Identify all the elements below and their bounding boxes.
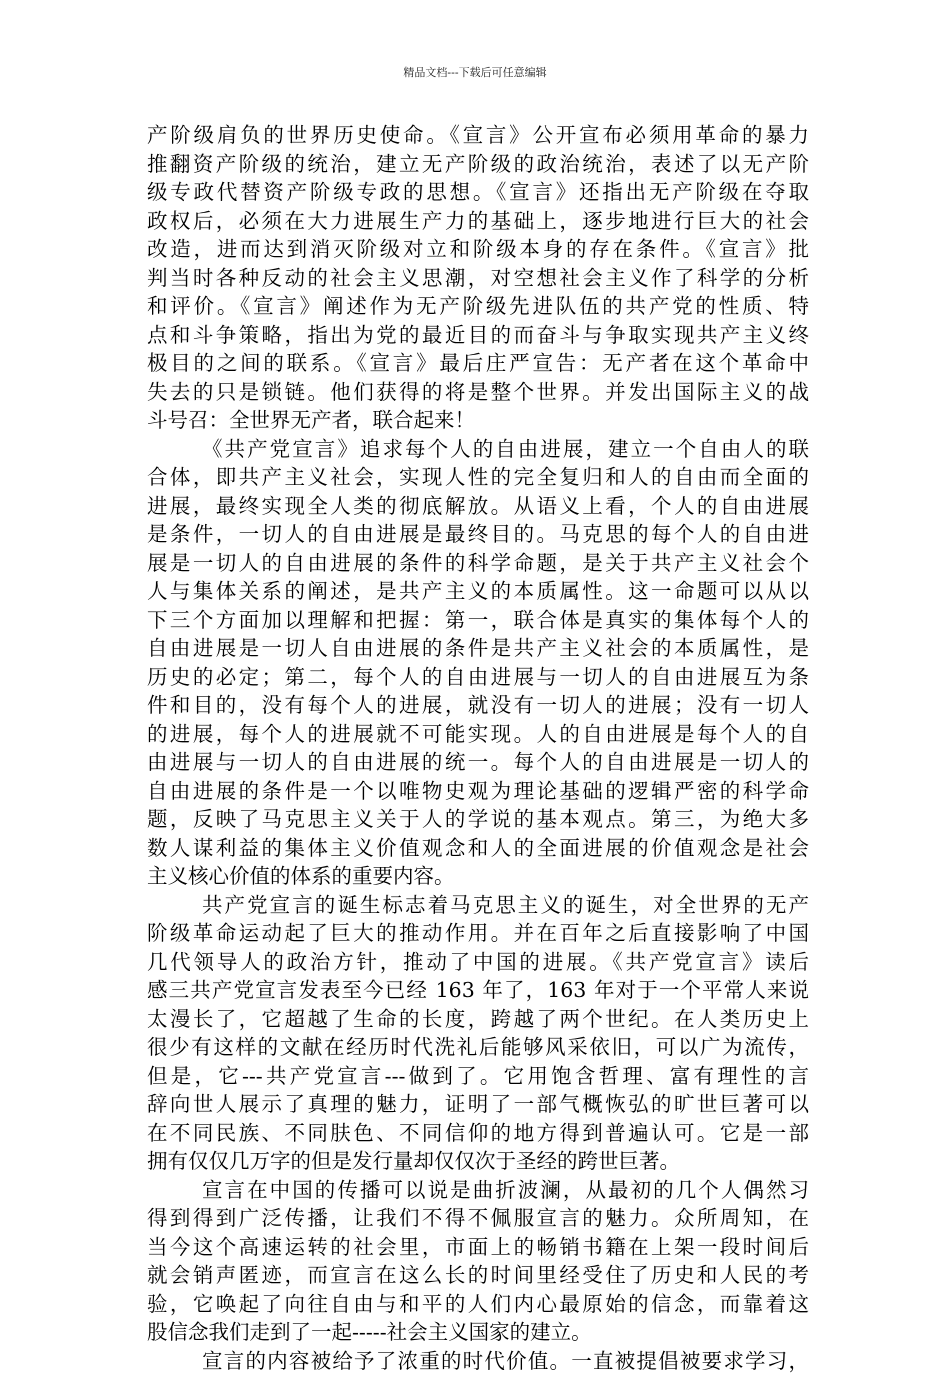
text-line: 当今这个高速运转的社会里，市面上的畅销书籍在上架一段时间后 [147,1233,809,1262]
text-line: 股信念我们走到了一起-----社会主义国家的建立。 [147,1318,809,1347]
text-line: 宣言在中国的传播可以说是曲折波澜，从最初的几个人偶然习 [147,1176,809,1205]
text-line: 在不同民族、不同肤色、不同信仰的地方得到普遍认可。它是一部 [147,1119,809,1148]
text-line: 题，反映了马克思主义关于人的学说的基本观点。第三，为绝大多 [147,805,809,834]
text-line: 感三共产党宣言发表至今已经 163 年了，163 年对于一个平常人来说 [147,976,809,1005]
text-line: 验，它唤起了向往自由与和平的人们内心最原始的信念，而靠着这 [147,1290,809,1319]
text-line: 进展，最终实现全人类的彻底解放。从语义上看，个人的自由进展 [147,492,809,521]
text-line: 下三个方面加以理解和把握：第一，联合体是真实的集体每个人的 [147,606,809,635]
text-line: 的进展，每个人的进展就不可能实现。人的自由进展是每个人的自 [147,720,809,749]
text-line: 由进展与一切人的自由进展的统一。每个人的自由进展是一切人的 [147,748,809,777]
text-line: 主义核心价值的体系的重要内容。 [147,862,809,891]
text-line: 阶级革命运动起了巨大的推动作用。并在百年之后直接影响了中国 [147,919,809,948]
page-header: 精品文档---下载后可任意编辑 [0,66,950,80]
text-line: 历史的必定；第二，每个人的自由进展与一切人的自由进展互为条 [147,663,809,692]
text-line: 合体，即共产主义社会，实现人性的完全复归和人的自由而全面的 [147,463,809,492]
text-line: 自由进展的条件是一个以唯物史观为理论基础的逻辑严密的科学命 [147,777,809,806]
text-line: 就会销声匿迹，而宣言在这么长的时间里经受住了历史和人民的考 [147,1261,809,1290]
text-line: 很少有这样的文献在经历时代洗礼后能够风采依旧，可以广为流传， [147,1033,809,1062]
text-line: 几代领导人的政治方针，推动了中国的进展。《共产党宣言》读后 [147,948,809,977]
text-line: 极目的之间的联系。《宣言》最后庄严宣告：无产者在这个革命中 [147,349,809,378]
text-line: 得到得到广泛传播，让我们不得不佩服宣言的魅力。众所周知，在 [147,1204,809,1233]
text-line: 但是，它---共产党宣言---做到了。它用饱含哲理、富有理性的言 [147,1062,809,1091]
text-line: 数人谋利益的集体主义价值观念和人的全面进展的价值观念是社会 [147,834,809,863]
text-line: 级专政代替资产阶级专政的思想。《宣言》还指出无产阶级在夺取 [147,178,809,207]
document-body [147,121,809,1375]
text-line: 斗号召：全世界无产者，联合起来！ [147,406,809,435]
text-line: 判当时各种反动的社会主义思潮，对空想社会主义作了科学的分析 [147,264,809,293]
text-line: 辞向世人展示了真理的魅力，证明了一部气概恢弘的旷世巨著可以 [147,1090,809,1119]
text-line: 推翻资产阶级的统治，建立无产阶级的政治统治，表述了以无产阶 [147,150,809,179]
text-line: 人与集体关系的阐述，是共产主义的本质属性。这一命题可以从以 [147,577,809,606]
text-line: 共产党宣言的诞生标志着马克思主义的诞生，对全世界的无产 [147,891,809,920]
text-line: 件和目的，没有每个人的进展，就没有一切人的进展；没有一切人 [147,691,809,720]
text-line: 产阶级肩负的世界历史使命。《宣言》公开宣布必须用革命的暴力 [147,121,809,150]
text-line: 改造，进而达到消灭阶级对立和阶级本身的存在条件。《宣言》批 [147,235,809,264]
text-line: 《共产党宣言》追求每个人的自由进展，建立一个自由人的联 [147,435,809,464]
text-line: 失去的只是锁链。他们获得的将是整个世界。并发出国际主义的战 [147,378,809,407]
text-line: 政权后，必须在大力进展生产力的基础上，逐步地进行巨大的社会 [147,207,809,236]
text-line: 拥有仅仅几万字的但是发行量却仅仅次于圣经的跨世巨著。 [147,1147,809,1176]
text-line: 宣言的内容被给予了浓重的时代价值。一直被提倡被要求学习， [147,1347,809,1375]
text-line: 展是一切人的自由进展的条件的科学命题，是关于共产主义社会个 [147,549,809,578]
text-line: 点和斗争策略，指出为党的最近目的而奋斗与争取实现共产主义终 [147,321,809,350]
text-line: 是条件，一切人的自由进展是最终目的。马克思的每个人的自由进 [147,520,809,549]
text-line: 自由进展是一切人自由进展的条件是共产主义社会的本质属性，是 [147,634,809,663]
text-line: 太漫长了，它超越了生命的长度，跨越了两个世纪。在人类历史上 [147,1005,809,1034]
text-line: 和评价。《宣言》阐述作为无产阶级先进队伍的共产党的性质、特 [147,292,809,321]
